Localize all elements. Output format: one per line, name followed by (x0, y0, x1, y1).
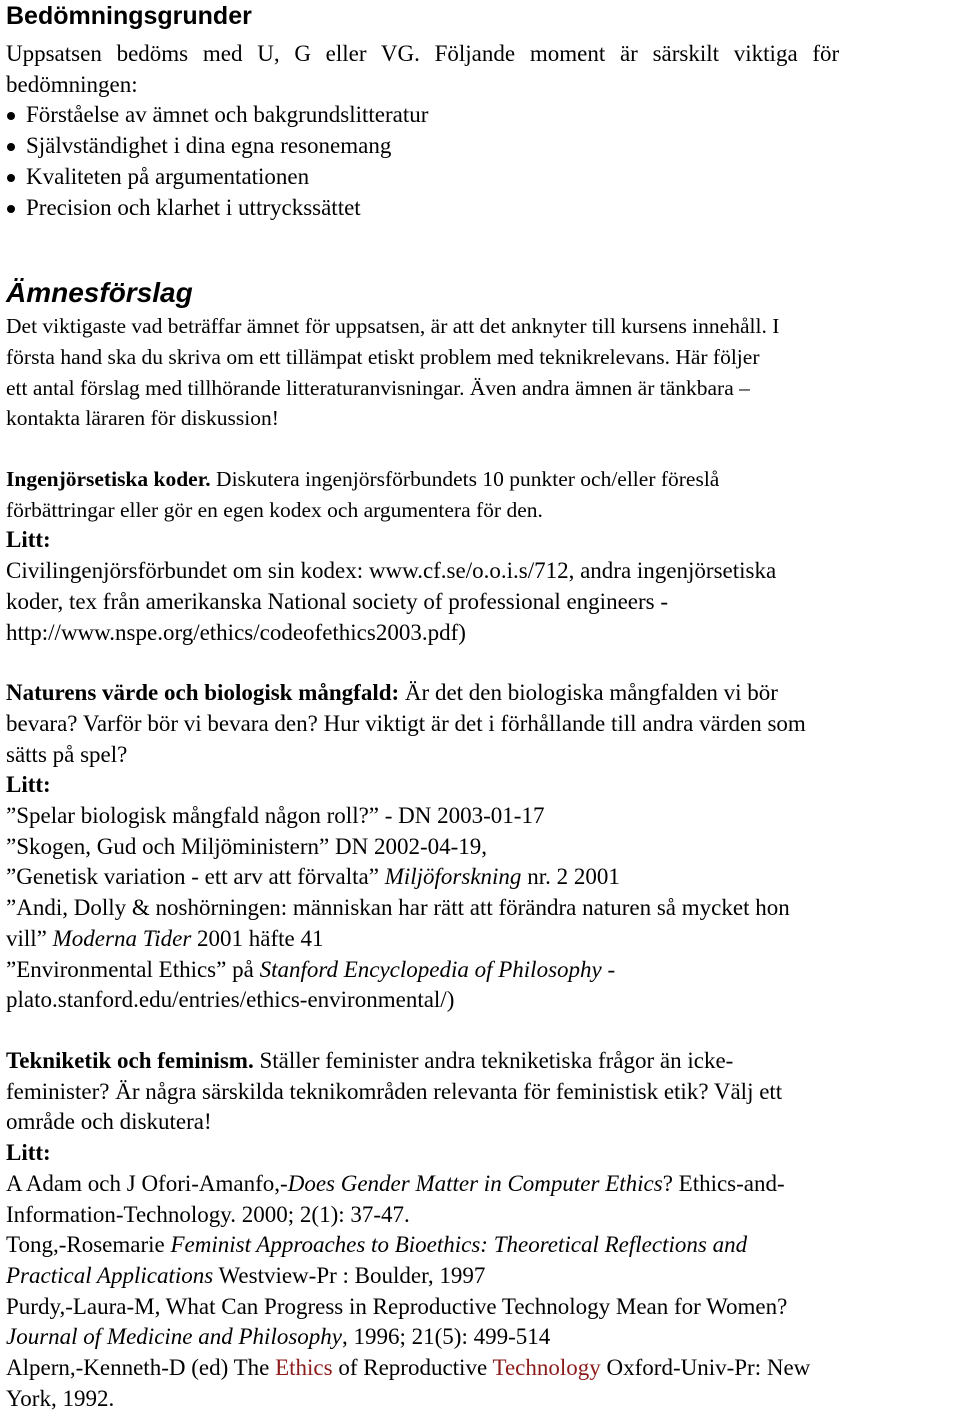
reference-line (6, 1169, 958, 1200)
reference-line (6, 955, 958, 986)
reference-text: - (601, 956, 616, 982)
document-page (6, 0, 958, 1414)
reference-line: plato.stanford.edu/entries/ethics-environmental/) (6, 987, 455, 1013)
list-item: Precision och klarhet i uttryckssättet (6, 193, 958, 224)
reference-line (6, 862, 958, 893)
reference-line: ”Skogen, Gud och Miljöministern” DN 2002-04-19, (6, 833, 488, 859)
reference-text: ”Genetisk variation - ett arv att förvalta” (6, 864, 385, 890)
reference-text: of Reproductive (332, 1355, 493, 1381)
list-item: Kvaliteten på argumentationen (6, 162, 958, 193)
reference-line: Information-Technology. 2000; 2(1): 37-47. (6, 1201, 410, 1227)
grading-intro-line-1: Uppsatsen bedöms med U, G eller VG. Följande moment är särskilt viktiga för (6, 41, 840, 66)
topic-feminism-text-3: område och diskutera! (6, 1109, 212, 1135)
highlighted-word: Technology (492, 1355, 601, 1381)
grading-intro (6, 39, 958, 100)
reference-line (6, 1230, 958, 1261)
topic-feminism-line-1 (6, 1046, 958, 1077)
topic-nature-text-2: bevara? Varför bör vi bevara den? Hur viktigt är det i förhållande till andra värden som (6, 710, 806, 736)
reference-text: , 1996; 21(5): 499-514 (342, 1324, 551, 1350)
reference-text: Oxford-Univ-Pr: New (600, 1355, 811, 1381)
reference-title: Practical Applications (6, 1262, 214, 1288)
reference-text: ? Ethics-and- (662, 1170, 785, 1196)
grading-intro-line-2: bedömningen: (6, 71, 138, 97)
reference-title: Feminist Approaches to Bioethics: Theoretical Reflections and (170, 1232, 748, 1258)
topic-feminism-text: Ställer feminister andra tekniketiska frågor än icke- (253, 1047, 734, 1073)
reference-line: Purdy,-Laura-M, What Can Progress in Reproductive Technology Mean for Women? (6, 1293, 788, 1319)
reference-text: 2001 häfte 41 (191, 925, 324, 951)
topic-nature-text-3: sätts på spel? (6, 741, 128, 767)
grading-criteria-list (6, 100, 958, 223)
reference-line (6, 1261, 958, 1292)
reference-line: http://www.nspe.org/ethics/codeofethics2003.pdf) (6, 619, 466, 645)
reference-line: ”Spelar biologisk mångfald någon roll?” - DN 2003-01-17 (6, 803, 545, 829)
topic-feminism (6, 1046, 958, 1414)
topics-intro-line: kontakta läraren för diskussion! (6, 406, 279, 431)
reference-text: Westview-Pr : Boulder, 1997 (213, 1262, 486, 1288)
reference-text: Alpern,-Kenneth-D (ed) The (6, 1355, 276, 1381)
grading-heading: Bedömningsgrunder (6, 2, 252, 30)
reference-line: koder, tex från amerikanska National society of professional engineers - (6, 588, 669, 614)
topic-engineering-title: Ingenjörsetiska koder. (6, 467, 211, 492)
reference-line: York, 1992. (6, 1385, 115, 1411)
reference-text: ”Environmental Ethics” på (6, 956, 260, 982)
reference-journal: Journal of Medicine and Philosophy (6, 1324, 342, 1350)
reference-line: ”Andi, Dolly & noshörningen: människan har rätt att förändra naturen så mycket hon (6, 895, 790, 921)
list-item: Självständighet i dina egna resonemang (6, 131, 958, 162)
topics-intro (6, 311, 958, 434)
reference-text: A Adam och J Ofori-Amanfo,- (6, 1170, 288, 1196)
highlighted-word: Ethics (275, 1355, 333, 1381)
topic-feminism-title: Tekniketik och feminism. (6, 1047, 254, 1073)
reference-journal: Moderna Tider (52, 925, 192, 951)
topic-nature-title: Naturens värde och biologisk mångfald: (6, 680, 400, 706)
reference-line (6, 1353, 958, 1384)
list-item: Förståelse av ämnet och bakgrundslitteratur (6, 100, 958, 131)
reference-line (6, 1322, 958, 1353)
topics-heading: Ämnesförslag (6, 277, 193, 309)
topic-engineering (6, 464, 958, 525)
reference-text: Tong,-Rosemarie (6, 1232, 171, 1258)
topic-engineering-refs (6, 525, 958, 648)
reference-line: Civilingenjörsförbundet om sin kodex: www.cf.se/o.o.i.s/712, andra ingenjörsetiska (6, 558, 777, 584)
reference-text: vill” (6, 925, 53, 951)
topics-intro-line: Det viktigaste vad beträffar ämnet för uppsatsen, är att det anknyter till kursens innehåll. I (6, 314, 780, 339)
topic-feminism-text-2: feminister? Är några särskilda teknikområden relevanta för feministisk etik? Välj ett (6, 1078, 783, 1104)
topic-nature (6, 678, 958, 1016)
reference-line (6, 924, 958, 955)
topic-engineering-text: Diskutera ingenjörsförbundets 10 punkter och/eller föreslå (210, 467, 720, 492)
reference-text: nr. 2 2001 (521, 864, 620, 890)
topic-engineering-line-1 (6, 464, 958, 495)
topic-nature-text: Är det den biologiska mångfalden vi bör (399, 680, 778, 706)
reference-journal: Stanford Encyclopedia of Philosophy (259, 956, 602, 982)
litt-label: Litt: (6, 527, 51, 553)
topic-nature-line-1 (6, 678, 958, 709)
topic-engineering-text-2: förbättringar eller gör en egen kodex och argumentera för den. (6, 497, 543, 522)
reference-journal: Miljöforskning (384, 864, 522, 890)
reference-title: Does Gender Matter in Computer Ethics (287, 1170, 663, 1196)
litt-label: Litt: (6, 772, 51, 798)
litt-label: Litt: (6, 1140, 51, 1166)
topics-intro-line: första hand ska du skriva om ett tillämpat etiskt problem med teknikrelevans. Här följer (6, 344, 760, 369)
topics-intro-line: ett antal förslag med tillhörande litteraturanvisningar. Även andra ämnen är tänkbara – (6, 375, 750, 400)
